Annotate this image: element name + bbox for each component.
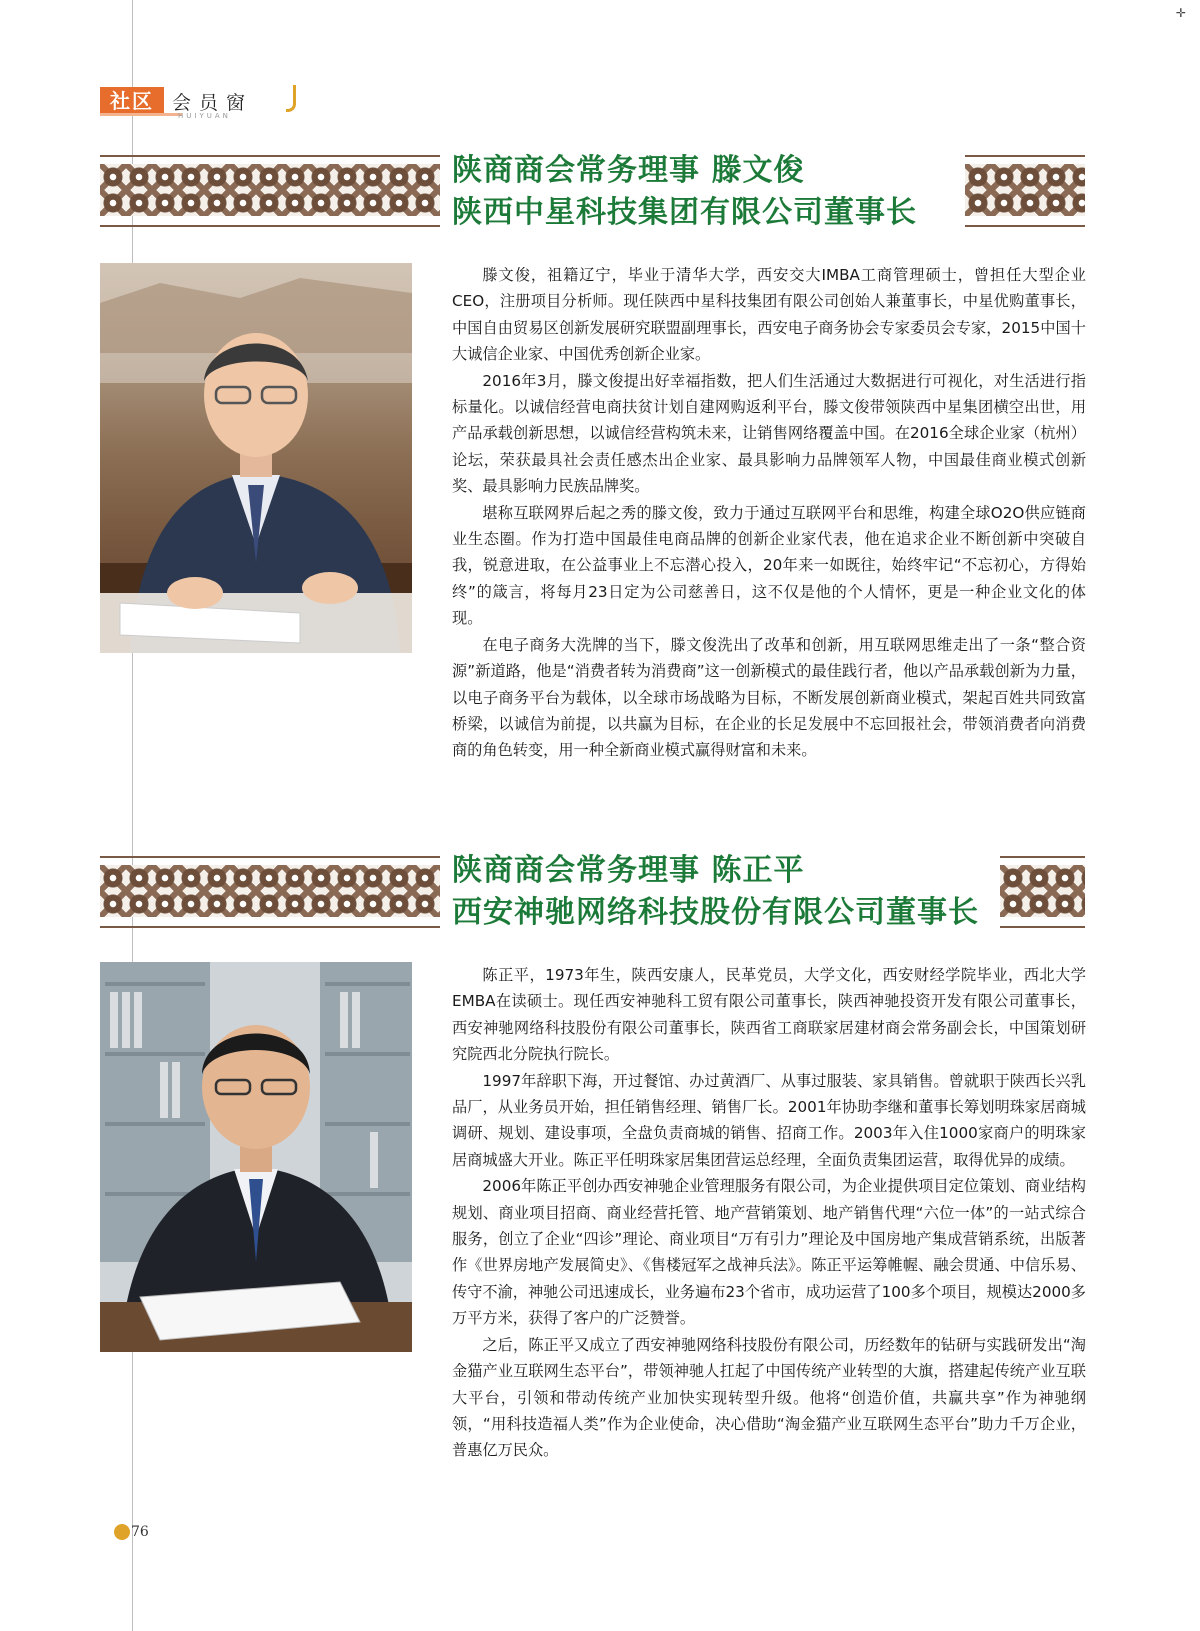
portrait-photo	[100, 962, 412, 1352]
paragraph: 滕文俊，祖籍辽宁，毕业于清华大学，西安交大IMBA工商管理硕士，曾担任大型企业CEO，注册项目分析师。现任陕西中星科技集团有限公司创始人兼董事长，中星优购董事长，中国自由贸易区创新发展研究联盟副理事长，西安电子商务协会专家委员会专家，2015中国十大诚信企业家、中国优秀创新企业家。	[452, 266, 1086, 364]
portrait-photo	[100, 263, 412, 653]
paragraph: 之后，陈正平又成立了西安神驰网络科技股份有限公司，历经数年的钻研与实践研发出“淘金猫产业互联网生态平台”，带领神驰人扛起了中国传统产业转型的大旗，搭建起传统产业互联大平台，引领和带动传统产业加快实现转型升级。他将“创造价值，共赢共享”作为神驰纲领，“用科技造福人类”作为企业使命，决心借助“淘金猫产业互联网生态平台”助力千万企业，普惠亿万民众。	[452, 1335, 1086, 1460]
paragraph: 2016年3月，滕文俊提出好幸福指数，把人们生活通过大数据进行可视化，对生活进行指标量化。以诚信经营电商扶贫计划自建网购返利平台，滕文俊带领陕西中星集团横空出世，用产品承载创新思想，以诚信经营构筑未来，让销售网络覆盖中国。在2016全球企业家（杭州）论坛，荣获最具社会责任感杰出企业家、最具影响力品牌领军人物，中国最佳商业模式创新奖、最具影响力民族品牌奖。	[452, 371, 1086, 496]
profile-title-line1: 陕商商会常务理事 滕文俊	[452, 153, 805, 188]
magazine-logo-icon	[114, 1524, 130, 1540]
paragraph: 在电子商务大洗牌的当下，滕文俊洗出了改革和创新，用互联网思维走出了一条“整合资源”新道路，他是“消费者转为消费商”这一创新模式的最佳践行者，他以产品承载创新为力量，以电子商务平台为载体，以全球市场战略为目标，不断发展创新商业模式，架起百姓共同致富桥梁，以诚信为前提，以共赢为目标，在企业的长足发展中不忘回报社会，带领消费者向消费商的角色转变，用一种全新商业模式赢得财富和未来。	[452, 635, 1086, 760]
profile-biography	[452, 962, 1086, 1464]
section-label: 社区	[100, 87, 164, 115]
page-number-value: 76	[131, 1524, 149, 1540]
bracket-ornament-icon	[286, 85, 296, 112]
paragraph: 1997年辞职下海，开过餐馆、办过黄酒厂、从事过服装、家具销售。曾就职于陕西长兴乳品厂，从业务员开始，担任销售经理、销售厂长。2001年协助李继和董事长筹划明珠家居商城调研、规划、建设事项，全盘负责商城的销售、招商工作。2003年入住1000家商户的明珠家居商城盛大开业。陈正平任明珠家居集团营运总经理，全面负责集团运营，取得优异的成绩。	[452, 1071, 1086, 1169]
profile-biography	[452, 262, 1086, 764]
profile-title-line2: 西安神驰网络科技股份有限公司董事长	[452, 895, 979, 930]
section-header	[100, 84, 253, 118]
ornament-band-left	[100, 856, 440, 928]
profile-title-line1: 陕商商会常务理事 陈正平	[452, 853, 805, 888]
page-number	[114, 1524, 149, 1540]
profile-heading	[452, 150, 917, 234]
ornament-band-left	[100, 155, 440, 227]
subsection-label	[172, 88, 254, 120]
profile-heading	[452, 850, 979, 934]
subsection-title: 会员窗	[172, 91, 254, 114]
ornament-band-right	[1000, 856, 1085, 928]
paragraph: 2006年陈正平创办西安神驰企业管理服务有限公司，为企业提供项目定位策划、商业结构规划、商业项目招商、商业经营托管、地产营销策划、地产销售代理“六位一体”的一站式综合服务，创立了企业“四诊”理论、商业项目“万有引力”理论及中国房地产集成营销系统，出版著作《世界房地产发展简史》、《售楼冠军之战神兵法》。陈正平运筹帷幄、融会贯通、中信乐易、传守不渝，神驰公司迅速成长，业务遍布23个省市，成功运营了100多个项目，规模达2000多万平方米，获得了客户的广泛赞誉。	[452, 1177, 1086, 1328]
subsection-pinyin: HUIYUAN	[178, 111, 231, 120]
page-margin-rule	[132, 0, 133, 1631]
ornament-band-right	[965, 155, 1085, 227]
section-label-stripe	[100, 113, 182, 116]
paragraph: 堪称互联网界后起之秀的滕文俊，致力于通过互联网平台和思维，构建全球O2O供应链商业生态圈。作为打造中国最佳电商品牌的创新企业家代表，他在追求企业不断创新中突破自我，锐意进取，在公益事业上不忘潜心投入，20年来一如既往，始终牢记“不忘初心，方得始终”的箴言，将每月23日定为公司慈善日，这不仅是他的个人情怀，更是一种企业文化的体现。	[452, 503, 1086, 628]
profile-title-line2: 陕西中星科技集团有限公司董事长	[452, 195, 917, 230]
paragraph: 陈正平，1973年生，陕西安康人，民革党员，大学文化，西安财经学院毕业，西北大学EMBA在读硕士。现任西安神驰科工贸有限公司董事长，陕西神驰投资开发有限公司董事长，西安神驰网络科技股份有限公司董事长，陕西省工商联家居建材商会常务副会长，中国策划研究院西北分院执行院长。	[452, 966, 1086, 1064]
crop-mark-icon: ✛	[1176, 2, 1186, 21]
